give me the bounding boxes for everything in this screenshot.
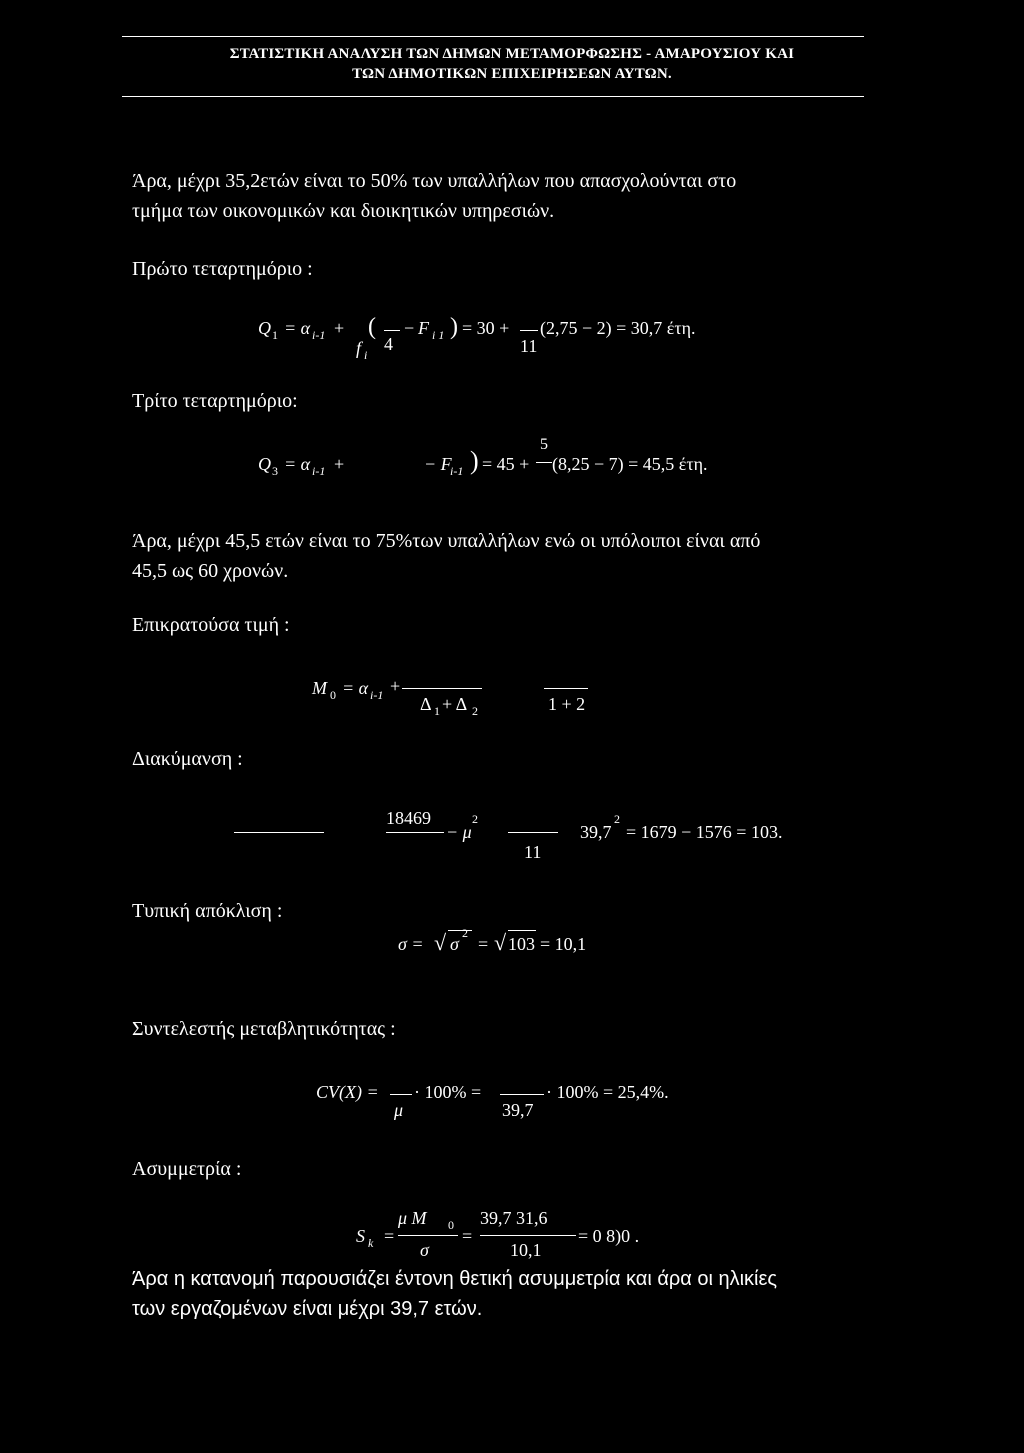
stddev-root-bar-2 <box>508 930 536 931</box>
variance-tail-2: = 1679 − 1576 = 103. <box>626 822 783 842</box>
cv-den-mu: μ <box>394 1100 404 1120</box>
stddev-expr-c: = 10,1 <box>540 934 587 954</box>
skew-frac-line-a <box>398 1235 458 1236</box>
mode-den-2-sub: 2 <box>472 704 478 718</box>
sqrt-icon-1: √ <box>434 930 447 955</box>
conclusion-line-2: των εργαζομένων είναι μέχρι 39,7 ετών. <box>132 1298 483 1320</box>
q3-label: Τρίτο τεταρτημόριο: <box>132 390 298 412</box>
skew-den-2: 10,1 <box>510 1240 542 1260</box>
q3-alpha-sub: i-1 <box>312 464 326 478</box>
mode-alpha: = α <box>342 678 369 698</box>
q1-alpha: = α <box>284 318 311 338</box>
q1-label: Πρώτο τεταρτημόριο : <box>132 258 313 280</box>
mode-alpha-sub: i-1 <box>370 688 384 702</box>
q1-lhs: Q <box>258 318 271 338</box>
stddev-root-2: 103 <box>508 934 535 954</box>
skew-label: Ασυμμετρία : <box>132 1158 242 1180</box>
variance-num: 18469 <box>386 808 431 828</box>
mode-den-plus: + Δ <box>442 694 468 714</box>
q1-lhs-sub: 1 <box>272 328 278 342</box>
cv-mid: · 100% = <box>414 1082 482 1102</box>
q3-lhs-sub: 3 <box>272 464 278 478</box>
q1-F-sub: i 1 <box>432 328 445 342</box>
para2-line-1: Άρα, μέχρι 45,5 ετών είναι το 75%των υπαλλήλων ενώ οι υπόλοιποι είναι από <box>132 530 761 552</box>
variance-sq: 2 <box>472 812 478 826</box>
q1-F: F <box>418 318 429 338</box>
skew-den-1: σ <box>420 1240 429 1260</box>
q3-tail: (8,25 − 7) = 45,5 έτη. <box>552 454 708 474</box>
variance-den: 11 <box>524 842 542 862</box>
skew-eq-2: = <box>462 1226 473 1246</box>
stddev-label: Τυπική απόκλιση : <box>132 900 283 922</box>
q3-num5: 5 <box>540 436 548 453</box>
skew-tail: = 0 8)0 . <box>578 1226 640 1246</box>
cv-frac-line-b <box>500 1094 544 1095</box>
q1-plus: + <box>334 318 345 338</box>
mode-den-b: 1 + 2 <box>548 694 586 714</box>
q1-tail: (2,75 − 2) = 30,7 έτη. <box>540 318 696 338</box>
q1-paren-close: ) <box>450 314 458 340</box>
q3-frac-line <box>536 462 552 463</box>
skew-num-1-sub: 0 <box>448 1218 454 1232</box>
mode-plus: + <box>390 676 401 696</box>
stddev-expr-a: σ = <box>398 934 424 954</box>
variance-tail-sq: 2 <box>614 812 620 826</box>
variance-left-line <box>234 832 324 833</box>
cv-label: Συντελεστής μεταβλητικότητας : <box>132 1018 396 1040</box>
q3-alpha: = α <box>284 454 311 474</box>
q1-paren-open: ( <box>368 314 376 340</box>
q3-F: − F <box>424 454 452 474</box>
mode-frac-line-a <box>402 688 482 689</box>
mode-den-1-sub: 1 <box>434 704 440 718</box>
q3-paren-close: ) <box>470 446 479 475</box>
skew-lhs-sub: k <box>368 1236 374 1250</box>
stddev-expr-b: = <box>478 934 489 954</box>
q1-rhs: = 30 + <box>462 318 510 338</box>
q1-alpha-sub: i-1 <box>312 328 326 342</box>
sqrt-icon-2: √ <box>494 930 507 955</box>
q3-lhs: Q <box>258 454 271 474</box>
skew-num-2: 39,7 31,6 <box>480 1208 548 1228</box>
stddev-root-1-sq: 2 <box>462 926 468 940</box>
conclusion-line-1: Άρα η κατανομή παρουσιάζει έντονη θετική ασυμμετρία και άρα οι ηλικίες <box>132 1268 778 1290</box>
stddev-root-bar-1 <box>448 930 472 931</box>
mode-lhs-sub: 0 <box>330 688 336 702</box>
para2-line-2: 45,5 ως 60 χρονών. <box>132 560 289 582</box>
skew-lhs: S <box>356 1226 365 1246</box>
stddev-root-1: σ <box>450 934 459 954</box>
mode-den-1: Δ <box>420 694 432 714</box>
cv-frac-line-a <box>390 1094 412 1095</box>
intro-line-2: τμήμα των οικονομικών και διοικητικών υπηρεσιών. <box>132 200 555 222</box>
variance-label: Διακύμανση : <box>132 748 243 770</box>
q1-frac-line-a <box>384 330 400 331</box>
variance-right-line <box>508 832 558 833</box>
skew-frac-line-b <box>480 1235 576 1236</box>
header-line-2: ΤΩΝ ΔΗΜΟΤΙΚΩΝ ΕΠΙΧΕΙΡΗΣΕΩΝ ΑΥΤΩΝ. <box>352 66 672 82</box>
cv-lhs: CV(X) = <box>316 1082 379 1102</box>
q1-four: 4 <box>384 334 393 354</box>
variance-frac-line <box>386 832 444 833</box>
q1-frac-line-b <box>520 330 538 331</box>
variance-minus-mu: − μ <box>446 822 472 842</box>
mode-frac-line-b <box>544 688 588 689</box>
skew-eq: = <box>384 1226 395 1246</box>
q1-f: f <box>356 338 362 358</box>
q3-F-sub: i-1 <box>450 464 464 478</box>
header-bottom-rule <box>122 96 864 97</box>
header-line-1: ΣΤΑΤΙΣΤΙΚΗ ΑΝΑΛΥΣΗ ΤΩΝ ΔΗΜΩΝ ΜΕΤΑΜΟΡΦΩΣΗΣ - ΑΜΑΡΟΥΣΙΟΥ ΚΑΙ <box>229 46 795 62</box>
header-top-rule <box>122 36 864 37</box>
cv-den-val: 39,7 <box>502 1100 534 1120</box>
intro-line-1: Άρα, μέχρι 35,2ετών είναι το 50% των υπαλλήλων που απασχολούνται στο <box>132 170 737 192</box>
cv-mid-2: · 100% = 25,4%. <box>546 1082 669 1102</box>
q1-den: 11 <box>520 336 538 356</box>
q3-rhs: = 45 + <box>482 454 530 474</box>
mode-lhs: M <box>312 678 327 698</box>
variance-tail: 39,7 <box>580 822 612 842</box>
q1-f-sub: i <box>364 348 368 362</box>
mode-label: Επικρατούσα τιμή : <box>132 614 290 636</box>
q3-plus: + <box>334 454 345 474</box>
skew-num-1: μ M <box>398 1208 427 1228</box>
